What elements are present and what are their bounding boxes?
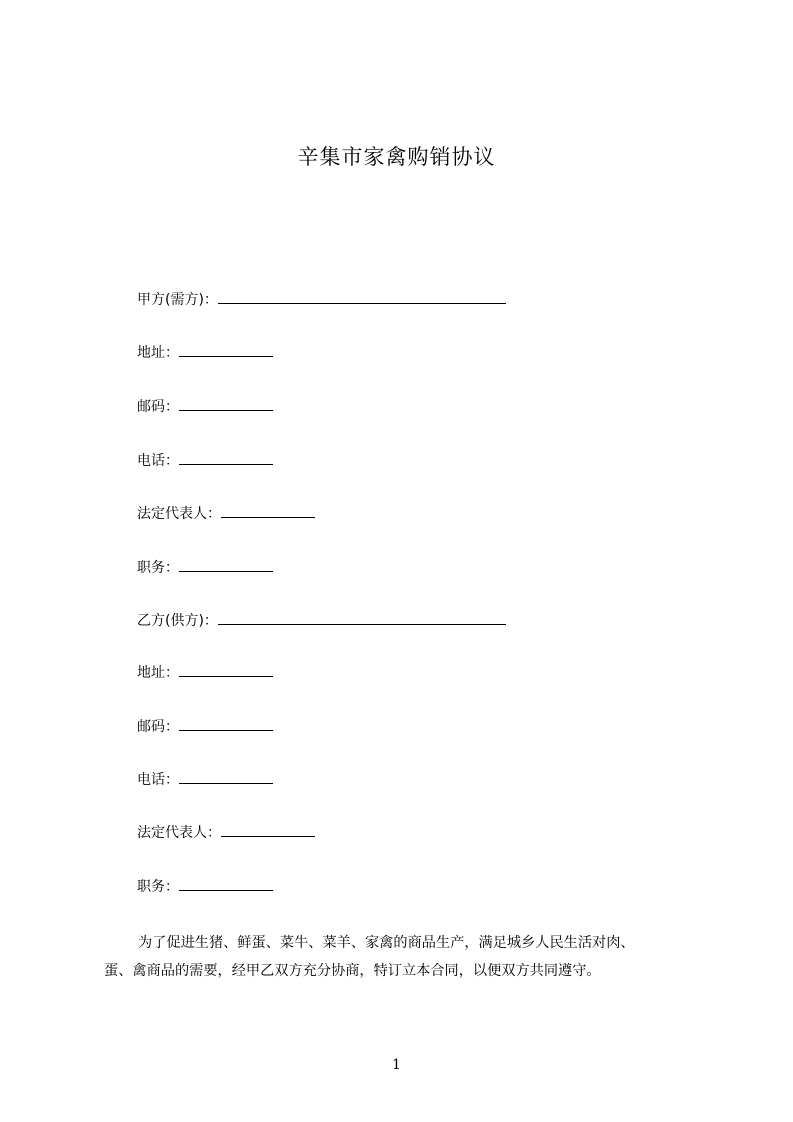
party-a-phone-row bbox=[137, 450, 273, 472]
party-b-name-blank bbox=[218, 610, 506, 625]
party-a-position-label: 职务： bbox=[137, 560, 179, 576]
party-b-position-row bbox=[137, 876, 273, 898]
party-a-heading-row bbox=[137, 289, 506, 311]
party-a-legal-rep-row bbox=[137, 503, 315, 525]
party-b-heading-row bbox=[137, 610, 506, 632]
party-a-phone-blank bbox=[179, 450, 273, 465]
party-b-position-label: 职务： bbox=[137, 879, 179, 895]
intro-paragraph bbox=[104, 929, 704, 985]
party-a-legal-rep-label: 法定代表人： bbox=[137, 506, 221, 522]
party-a-postcode-label: 邮码： bbox=[137, 399, 179, 415]
party-a-address-row bbox=[137, 342, 273, 364]
party-b-legal-rep-blank bbox=[221, 822, 315, 837]
intro-line-2: 蛋、禽商品的需要，经甲乙双方充分协商，特订立本合同，以便双方共同遵守。 bbox=[104, 963, 601, 979]
party-a-heading: 甲方(需方)： bbox=[137, 292, 218, 308]
party-a-position-row bbox=[137, 557, 273, 579]
party-b-phone-blank bbox=[179, 769, 273, 784]
party-a-address-label: 地址： bbox=[137, 345, 179, 361]
party-a-name-blank bbox=[218, 289, 506, 304]
party-b-heading: 乙方(供方)： bbox=[137, 613, 218, 629]
party-b-legal-rep-label: 法定代表人： bbox=[137, 825, 221, 841]
party-a-phone-label: 电话： bbox=[137, 453, 179, 469]
party-a-postcode-row bbox=[137, 396, 273, 418]
intro-line-1: 为了促进生猪、鲜蛋、菜牛、菜羊、家禽的商品生产，满足城乡人民生活对肉、 bbox=[138, 935, 635, 951]
page-number: 1 bbox=[392, 1057, 401, 1073]
party-b-address-label: 地址： bbox=[137, 665, 179, 681]
party-a-address-blank bbox=[179, 342, 273, 357]
party-b-address-row bbox=[137, 662, 273, 684]
party-b-phone-row bbox=[137, 769, 273, 791]
party-b-postcode-row bbox=[137, 716, 273, 738]
party-b-position-blank bbox=[179, 876, 273, 891]
document-title: 辛集市家禽购销协议 bbox=[297, 145, 496, 169]
party-a-position-blank bbox=[179, 557, 273, 572]
party-a-postcode-blank bbox=[179, 396, 273, 411]
party-b-postcode-label: 邮码： bbox=[137, 719, 179, 735]
party-b-legal-rep-row bbox=[137, 822, 315, 844]
party-b-phone-label: 电话： bbox=[137, 772, 179, 788]
party-b-postcode-blank bbox=[179, 716, 273, 731]
party-b-address-blank bbox=[179, 662, 273, 677]
party-a-legal-rep-blank bbox=[221, 503, 315, 518]
